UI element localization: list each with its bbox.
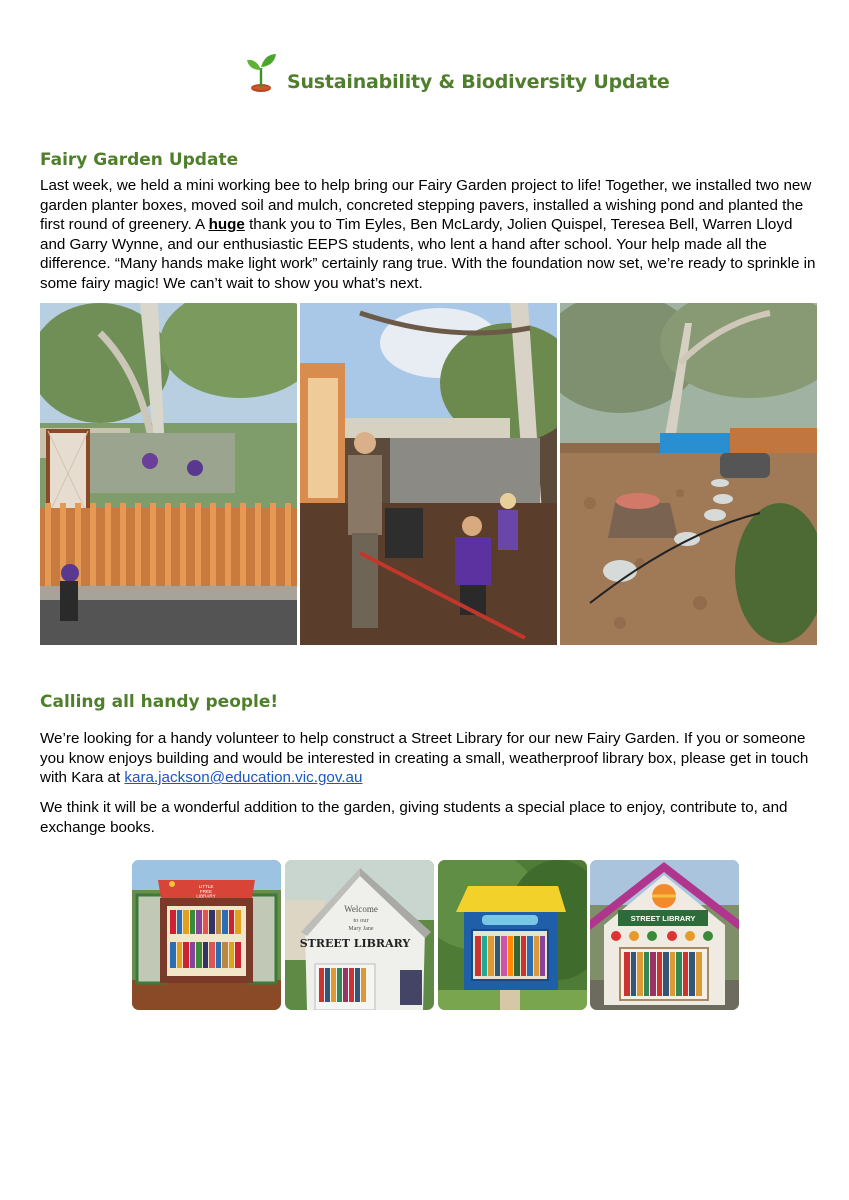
library-sign-text: FREE <box>199 889 213 894</box>
handy-people-paragraph <box>40 729 820 788</box>
paragraph-text: thank you to Tim Eyles, Ben McLardy, Jolien Quispel, Teresea Bell, Warren Lloyd and Garry Wynne, and our enthusiastic EEPS students, who lent a hand after school. Your help made all the difference. “Many hands make light work” certainly rang true. With the foundation now set, we’re ready to sprinkle in some fairy magic! We can’t wait to show you what’s next. <box>40 216 816 292</box>
fairy-garden-photo-fence <box>40 303 297 645</box>
paragraph-text: We’re looking for a handy volunteer to help construct a Street Library for our new Fairy Garden. If you or someone you know enjoys building and would be interested in creating a small, weatherproof library box, please get in touch with Kara at <box>40 730 809 786</box>
handy-people-paragraph-2: We think it will be a wonderful addition to the garden, giving students a special place to enjoy, contribute to, and exchange books. <box>40 799 788 836</box>
library-welcome-text: Mary Jane <box>348 926 374 932</box>
handy-people-heading: Calling all handy people! <box>40 692 279 712</box>
library-photo-street-library-white <box>285 860 434 1010</box>
fairy-garden-heading: Fairy Garden Update <box>40 150 239 170</box>
library-photo-little-free <box>132 860 281 1010</box>
emphasis-huge: huge <box>208 216 245 233</box>
library-photo-blue-box <box>438 860 587 1010</box>
library-sign-text: LITTLE <box>198 884 214 889</box>
fairy-garden-paragraph <box>40 176 820 293</box>
page-header <box>0 46 849 96</box>
library-street-library-text: STREET LIBRARY <box>299 937 411 950</box>
library-welcome-text: Welcome <box>344 904 378 914</box>
library-sign-text: LIBRARY <box>196 893 216 899</box>
page-title: Sustainability & Biodiversity Update <box>287 71 670 93</box>
fairy-garden-photo-volunteers <box>300 303 557 645</box>
library-welcome-text: to our <box>353 917 369 924</box>
library-sign-street-library: STREET LIBRARY <box>630 914 696 923</box>
library-photo-colourful-house <box>590 860 739 1010</box>
fairy-garden-photo-pavers <box>560 303 817 645</box>
paragraph-text: Last week, we held a mini working bee to help bring our Fairy Garden project to life! Together, we installed two new garden planter boxes, moved soil and mulch, concreted stepping pavers, installed a wishing pond and planted the first round of greenery. A <box>40 177 812 233</box>
seedling-icon <box>243 50 277 94</box>
email-link[interactable]: kara.jackson@education.vic.gov.au <box>124 769 363 786</box>
